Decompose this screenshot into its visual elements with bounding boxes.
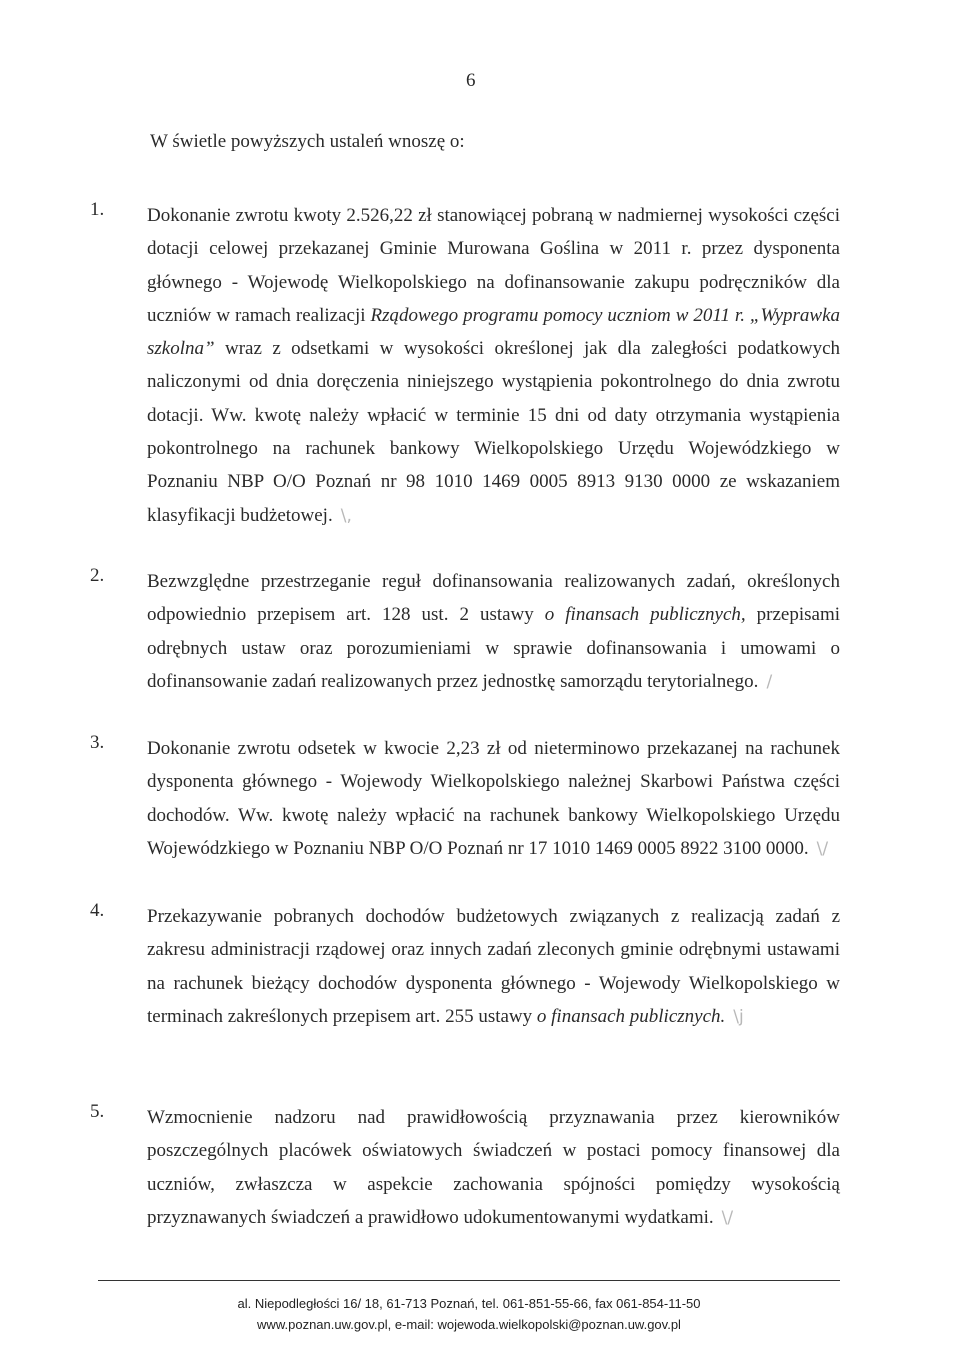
footer-divider [98,1280,840,1281]
item-number: 2. [90,565,105,586]
intro-sentence: W świetle powyższych ustaleń wnoszę o: [150,131,465,152]
item-text-part: Dokonanie zwrotu odsetek w kwocie 2,23 zł od nieterminowo przekazanej na rachunek dysponenta głównego - Wojewody Wielkopolskiego należnej Skarbowi Państwa części dochodów. Ww. kwotę należy wpłacić na rachunek bankowy Wielkopolskiego Urzędu Wojewódzkiego w Poznaniu NBP O/O Poznań nr 17 1010 1469 0005 8922 3100 0000. [147,738,840,859]
item-italic-title: o finansach publicznych, [544,604,746,626]
item-text [147,565,840,699]
footer-address: al. Niepodległości 16/ 18, 61-713 Poznań, tel. 061-851-55-66, fax 061-854-11-50 [237,1296,701,1311]
item-text [147,900,840,1034]
handwritten-checkmark: \j [733,1006,744,1027]
item-text [147,199,840,533]
item-number: 3. [90,732,105,753]
handwritten-checkmark: \/ [816,838,829,859]
item-text-part: przepisami odrębnych ustaw oraz porozumieniami w sprawie dofinansowania i umowami o dofinansowanie zadań realizowanych przez jednostkę samorządu terytorialnego. [147,604,841,692]
item-text [147,732,840,866]
footer [98,1293,840,1335]
item-italic-title: Rządowego programu pomocy uczniom w 2011 r. „Wyprawka szkolna” [147,304,840,360]
handwritten-checkmark: \, [340,505,352,526]
item-text [147,1101,840,1235]
item-text-part: Przekazywanie pobranych dochodów budżetowych związanych z realizacją zadań z zakresu administracji rządowej oraz innych zadań zleconych gminie odrębnymi ustawami na rachunek bieżący dochodów dysponenta głównego - Wojewody Wielkopolskiego w terminach zakreślonych przepisem art. 255 ustawy [147,906,840,1027]
page-number: 6 [466,70,476,91]
item-number: 4. [90,900,105,921]
footer-contact: www.poznan.uw.gov.pl, e-mail: wojewoda.wielkopolski@poznan.uw.gov.pl [257,1317,681,1332]
handwritten-checkmark: / [766,671,773,692]
handwritten-checkmark: \/ [721,1207,734,1228]
item-italic-title: o finansach publicznych. [536,1005,726,1027]
item-text-part: wraz z odsetkami w wysokości określonej jak dla zaległości podatkowych naliczonymi od dnia doręczenia niniejszego wystąpienia pokontrolnego do dnia zwrotu dotacji. Ww. kwotę należy wpłacić w terminie 15 dni od daty otrzymania wystąpienia pokontrolnego na rachunek bankowy Wielkopolskiego Urzędu Wojewódzkiego w Poznaniu NBP O/O Poznań nr 98 1010 1469 0005 8913 9130 0000 ze wskazaniem klasyfikacji budżetowej. [147,338,840,526]
item-text-part: Wzmocnienie nadzoru nad prawidłowością przyznawania przez kierowników poszczególnych placówek oświatowych świadczeń w postaci pomocy finansowej dla uczniów, zwłaszcza w aspekcie zachowania spójności pomiędzy wysokością przyznawanych świadczeń a prawidłowo udokumentowanymi wydatkami. [147,1107,840,1228]
item-text-part: Dokonanie zwrotu kwoty 2.526,22 zł stanowiącej pobraną w nadmiernej wysokości części dotacji celowej przekazanej Gminie Murowana Goślina w 2011 r. przez dysponenta głównego - Wojewodę Wielkopolskiego na dofinansowanie zakupu podręczników dla uczniów w ramach realizacji [147,205,840,326]
item-number: 5. [90,1101,105,1122]
item-number: 1. [90,199,105,220]
item-text-part: Bezwzględne przestrzeganie reguł dofinansowania realizowanych zadań, określonych odpowiednio przepisem art. 128 ust. 2 ustawy [147,571,840,626]
